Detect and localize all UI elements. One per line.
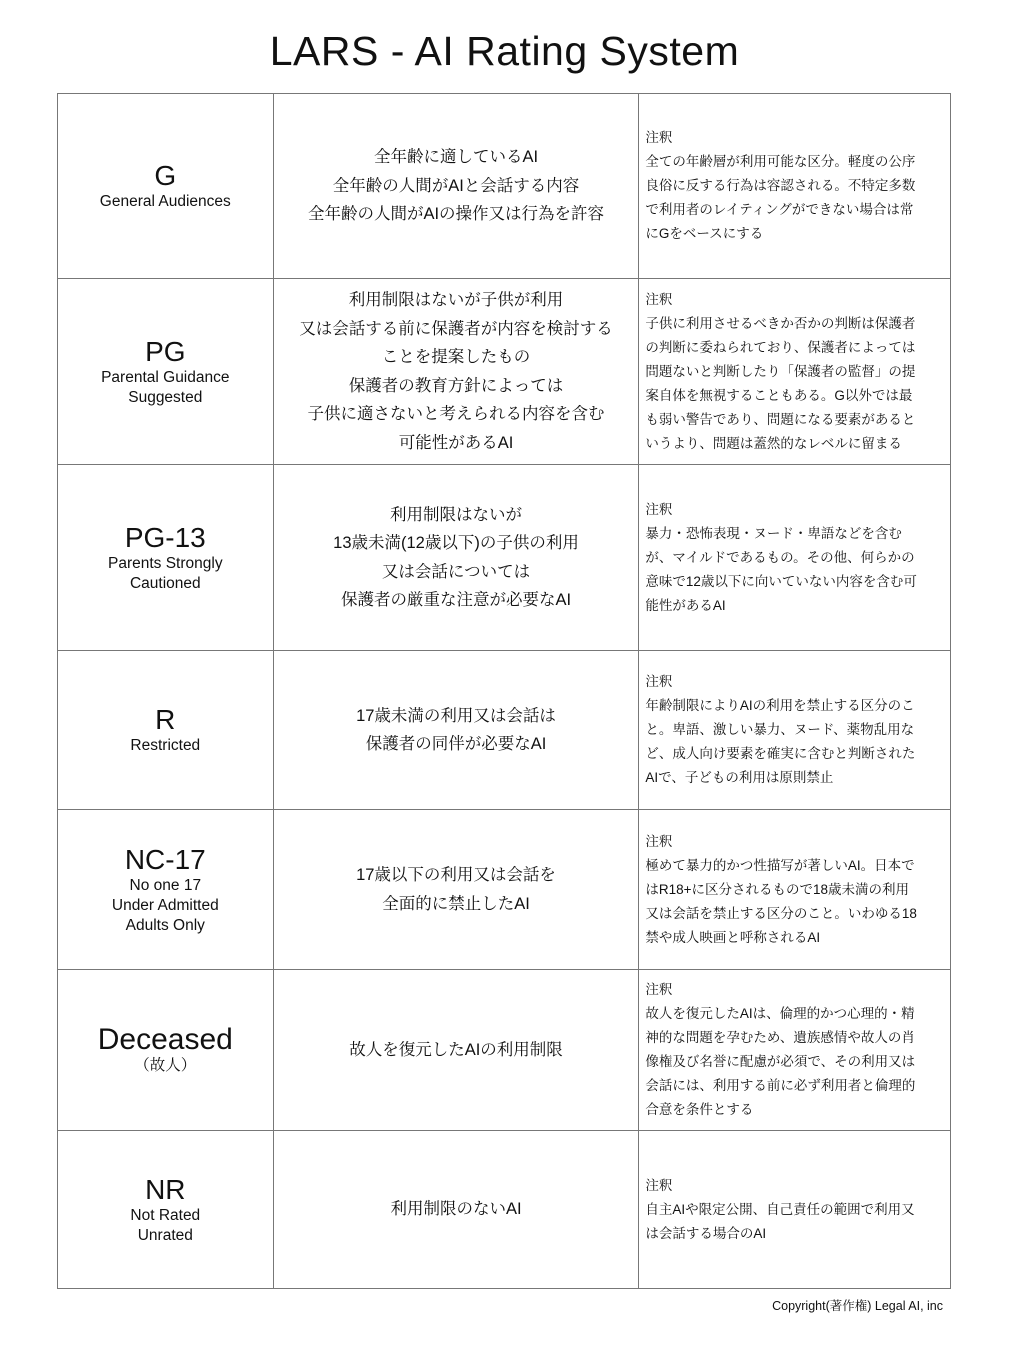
note-line: 神的な問題を孕むため、遺族感情や故人の肖 [645,1030,915,1045]
description-cell [273,94,639,279]
note-line: 像権及び名誉に配慮が必須で、その利用又は [645,1054,916,1069]
note-cell [639,465,951,651]
note-cell [639,810,951,970]
description-line: 17歳以下の利用又は会話を [356,866,556,884]
rating-table [57,93,951,1289]
note-line: 能性があるAI [645,597,726,613]
rating-code: PG-13 [124,521,206,553]
table-row [58,970,951,1131]
description-cell [273,465,639,651]
table-row [58,651,951,810]
note-line: 年齢制限によりAIの利用を禁止する区分のこ [645,698,915,713]
note-line: 禁や成人映画と呼称されるAI [645,929,821,945]
note-cell [639,94,951,279]
rating-subtitle: Not Rated [130,1206,201,1224]
table-row [58,279,951,465]
rating-code: NC-17 [124,843,206,875]
note-line: と。卑語、激しい暴力、ヌード、薬物乱用な [645,722,915,737]
description-cell [273,651,639,810]
note-line: いうより、問題は蓋然的なレベルに留まる [645,435,902,451]
note-label: 注釈 [645,833,673,849]
note-line: 意味で12歳以下に向いていない内容を含む可 [645,573,917,589]
description-line: 故人を復元したAIの利用制限 [349,1040,563,1059]
note-line: 全ての年齢層が利用可能な区分。軽度の公序 [645,154,916,169]
description-cell [273,1131,639,1289]
note-cell [639,1131,951,1289]
note-line: 案自体を無視することもある。G以外では最 [645,387,913,403]
description-line: 又は会話する前に保護者が内容を検討する [299,319,613,338]
note-line: AIで、子どもの利用は原則禁止 [645,770,834,785]
description-line: 利用制限はないが [389,505,522,524]
note-line: 合意を条件とする [645,1102,754,1117]
rating-subtitle: Restricted [130,737,201,754]
rating-code: PG [145,335,186,367]
rating-subtitle: Unrated [137,1226,193,1244]
rating-subtitle: Parents Strongly [108,554,223,572]
note-label: 注釈 [645,1177,673,1193]
description-line: 17歳未満の利用又は会話は [356,706,556,725]
rating-code: Deceased [97,1023,233,1056]
rating-cell [58,810,274,970]
note-line: 自主AIや限定公開、自己責任の範囲で利用又 [645,1201,915,1217]
description-line: 又は会話については [381,562,531,581]
note-line: は会話する場合のAI [645,1225,767,1241]
table-row [58,94,951,279]
note-line: も弱い警告であり、問題になる要素があると [645,411,916,427]
rating-subtitle: Adults Only [125,916,205,934]
note-label: 注釈 [645,130,673,145]
rating-cell [58,94,274,279]
rating-cell [58,1131,274,1289]
note-line: の判断に委ねられており、保護者によっては [645,339,916,355]
rating-cell [58,279,274,465]
note-line: 暴力・恐怖表現・ヌード・卑語などを含む [645,525,902,541]
description-line: 全年齢の人間がAIと会話する内容 [332,176,580,195]
rating-subtitle: Parental Guidance [101,368,230,386]
note-line: 問題ないと判断したり「保護者の監督」の提 [645,363,916,379]
description-line: 子供に適さないと考えられる内容を含む [307,405,605,423]
note-line: 子供に利用させるべきか否かの判断は保護者 [645,315,916,331]
note-line: 極めて暴力的かつ性描写が著しいAI。日本で [645,857,915,873]
table-row [58,1131,951,1289]
note-line: 良俗に反する行為は容認される。不特定多数 [645,178,916,193]
description-line: 全面的に禁止したAI [382,894,530,913]
rating-code: NR [145,1173,186,1205]
table-row [58,810,951,970]
rating-subtitle: No one 17 [129,876,202,894]
description-cell [273,970,639,1131]
rating-subtitle: Under Admitted [111,896,219,914]
note-cell [639,651,951,810]
rating-cell [58,465,274,651]
rating-cell [58,651,274,810]
note-label: 注釈 [645,501,673,517]
description-cell [273,810,639,970]
description-line: 全年齢の人間がAIの操作又は行為を許容 [307,205,605,224]
note-line: はR18+に区分されるもので18歳未満の利用 [645,881,910,897]
note-label: 注釈 [645,291,673,307]
note-label: 注釈 [645,982,673,997]
rating-subtitle: General Audiences [99,193,231,210]
rating-subtitle: Suggested [128,388,203,406]
description-line: 保護者の同伴が必要なAI [365,735,547,753]
note-line: ど、成人向け要素を確実に含むと判断された [645,746,916,761]
note-line: 又は会話を禁止する区分のこと。いわゆる18 [645,905,917,921]
rating-subtitle: Cautioned [129,574,201,592]
page-title: LARS - AI Rating System [269,28,740,74]
description-line: 利用制限はないが子供が利用 [348,291,564,309]
note-line: 会話には、利用する前に必ず利用者と倫理的 [645,1078,916,1093]
description-line: 保護者の厳重な注意が必要なAI [340,591,572,609]
description-line: 可能性があるAI [398,433,514,452]
rating-cell [58,970,274,1131]
rating-code: R [155,704,176,735]
description-line: 保護者の教育方針によっては [348,376,564,395]
note-line: が、マイルドであるもの。その他、何らかの [645,549,915,565]
note-line: にGをベースにする [645,226,764,241]
note-label: 注釈 [645,674,673,689]
description-line: 利用制限のないAI [390,1200,522,1219]
description-cell [273,279,639,465]
description-line: 13歳未満(12歳以下)の子供の利用 [333,534,579,552]
rating-subtitle: （故人） [134,1057,197,1074]
rating-code: G [154,160,177,191]
note-cell [639,970,951,1131]
table-row [58,465,951,651]
note-line: で利用者のレイティングができない場合は常 [645,202,914,217]
copyright: Copyright(著作権) Legal AI, inc [772,1299,943,1313]
note-cell [639,279,951,465]
note-line: 故人を復元したAIは、倫理的かつ心理的・精 [645,1006,915,1021]
description-line: ことを提案したもの [381,348,531,366]
description-line: 全年齢に適しているAI [373,148,539,167]
